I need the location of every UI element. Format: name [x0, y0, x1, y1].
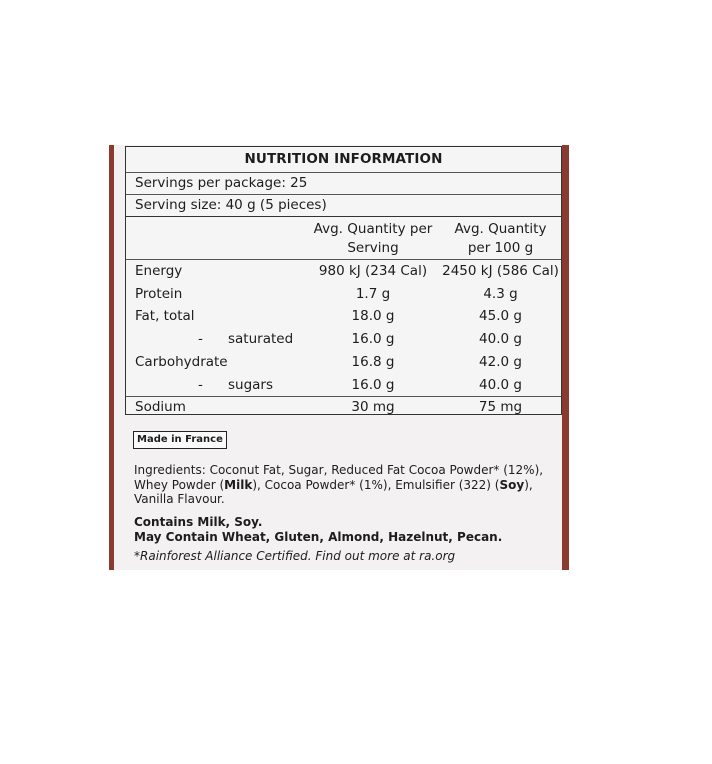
divider: [126, 172, 561, 173]
col-header-line: Avg. Quantity: [454, 221, 547, 237]
row-label-sugars: sugars: [228, 377, 274, 393]
sugars-per-100g: 40.0 g: [479, 377, 522, 393]
col-header-per-serving: [308, 220, 438, 258]
energy-per-100g: 2450 kJ (586 Cal): [442, 263, 559, 279]
ingredients-part: ), Vanilla Flavour.: [134, 477, 533, 506]
protein-per-serving: 1.7 g: [355, 286, 391, 302]
contains-statement: Contains Milk, Soy.: [134, 515, 263, 529]
divider: [126, 194, 561, 195]
row-dash: -: [198, 331, 203, 347]
row-label-saturated: saturated: [228, 331, 294, 347]
saturated-per-100g: 40.0 g: [479, 331, 522, 347]
row-label-energy: Energy: [135, 263, 183, 279]
col-header-line: Serving: [347, 240, 399, 256]
fat-per-serving: 18.0 g: [351, 308, 395, 324]
product-label: [109, 145, 569, 570]
carbohydrate-per-serving: 16.8 g: [351, 354, 395, 370]
may-contain-statement: May Contain Wheat, Gluten, Almond, Hazelnut, Pecan.: [134, 529, 503, 544]
fat-per-100g: 45.0 g: [479, 308, 522, 324]
certification-note: *Rainforest Alliance Certified. Find out more at ra.org: [134, 549, 456, 563]
saturated-per-serving: 16.0 g: [351, 331, 395, 347]
divider: [126, 216, 561, 217]
col-header-line: Avg. Quantity per: [313, 221, 433, 237]
carbohydrate-per-100g: 42.0 g: [479, 354, 522, 370]
row-label-sodium: Sodium: [135, 399, 186, 415]
ingredients-part: ), Cocoa Powder* (1%), Emulsifier (322) (: [252, 477, 500, 492]
allergen-statement: [134, 515, 554, 544]
allergen-milk: Milk: [224, 477, 253, 492]
serving-size: Serving size: 40 g (5 pieces): [135, 197, 327, 213]
made-in-badge: Made in France: [133, 431, 227, 449]
sodium-per-serving: 30 mg: [351, 399, 395, 415]
nutrition-panel: [125, 146, 562, 415]
row-label-carbohydrate: Carbohydrate: [135, 354, 228, 370]
sugars-per-serving: 16.0 g: [351, 377, 395, 393]
ingredients-part: Ingredients: Coconut Fat, Sugar, Reduced Fat Cocoa Powder* (12%), Whey Powder (: [134, 463, 544, 492]
col-header-per-100g: [438, 220, 563, 258]
nutrition-title: NUTRITION INFORMATION: [244, 151, 443, 167]
divider: [126, 259, 561, 260]
row-dash: -: [198, 377, 203, 393]
divider: [126, 396, 561, 397]
allergen-soy: Soy: [499, 477, 525, 492]
protein-per-100g: 4.3 g: [483, 286, 518, 302]
sodium-per-100g: 75 mg: [478, 399, 523, 415]
col-header-line: per 100 g: [467, 240, 534, 256]
ingredients-text: [134, 463, 554, 507]
servings-per-package: Servings per package: 25: [135, 175, 308, 191]
energy-per-serving: 980 kJ (234 Cal): [318, 263, 428, 279]
row-label-fat-total: Fat, total: [135, 308, 195, 324]
row-label-protein: Protein: [135, 286, 183, 302]
